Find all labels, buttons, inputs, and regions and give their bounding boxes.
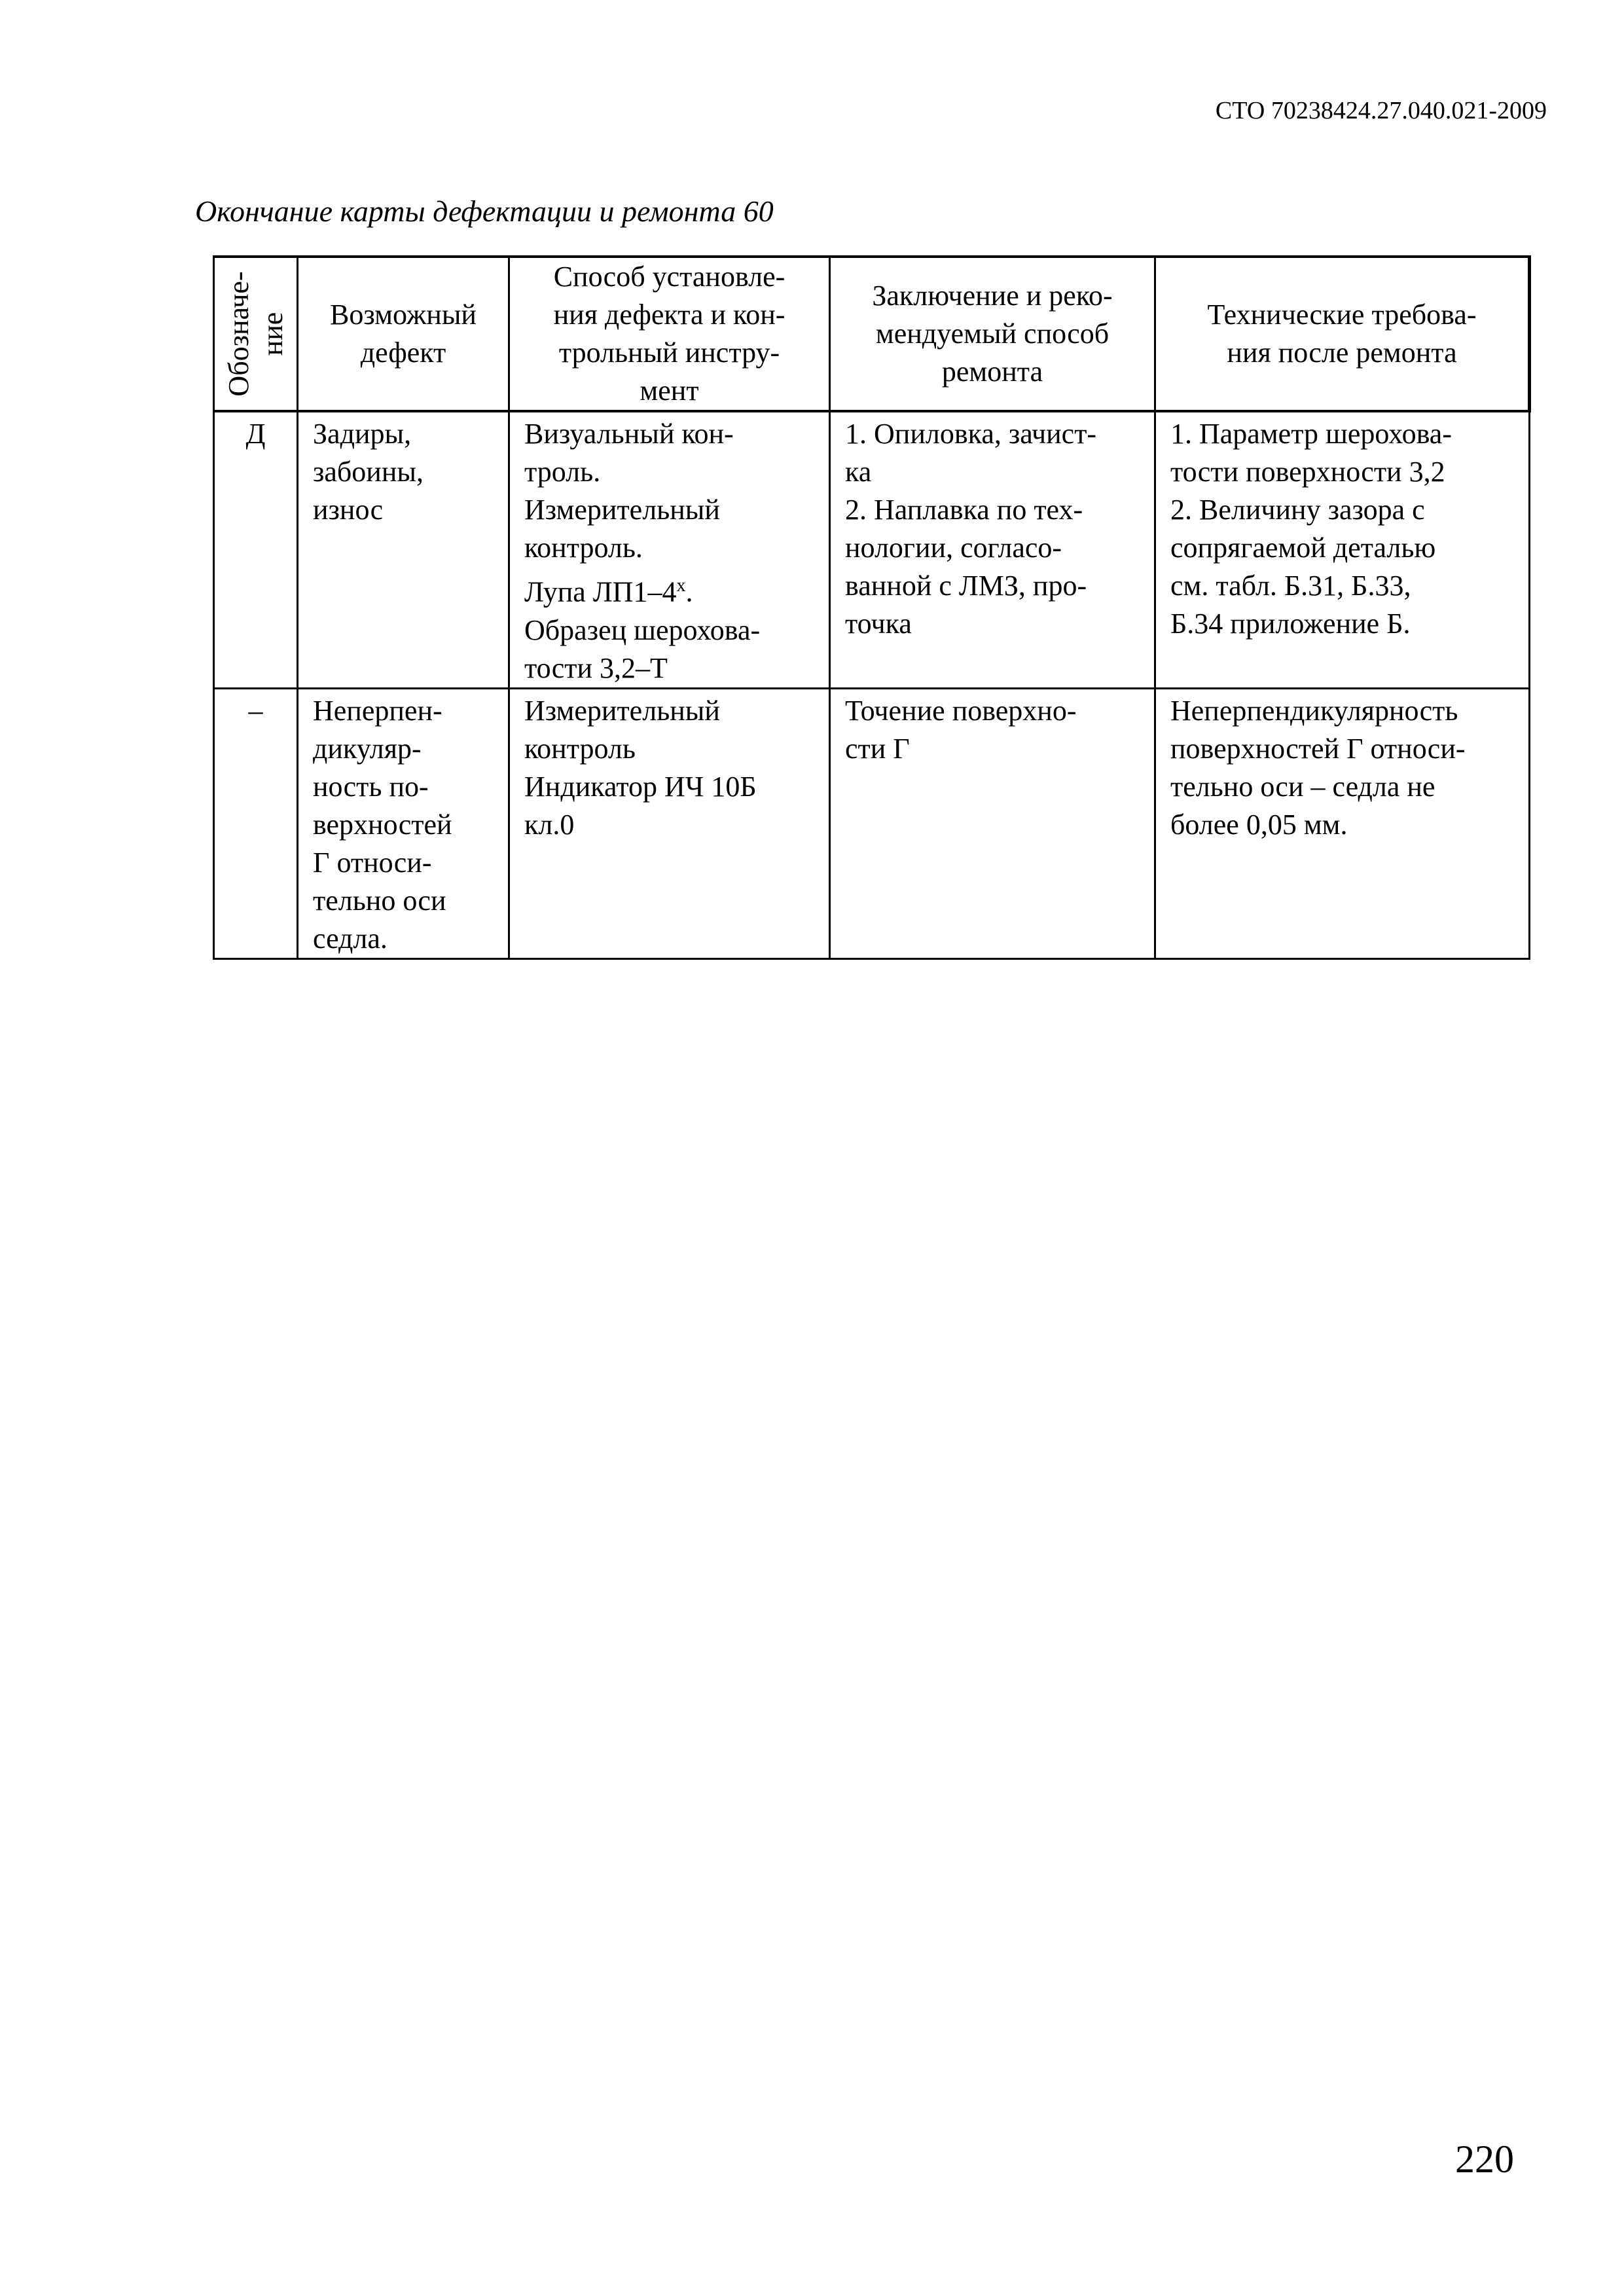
cell-line: ванной с ЛМЗ, про- [845,570,1087,602]
cell-line: Визуальный кон- [524,418,734,450]
cell-line: 2. Наплавка по тех- [845,494,1083,526]
cell-line: тости поверхности 3,2 [1170,456,1445,488]
cell-line [524,567,816,611]
cell-line: тости 3,2–Т [524,651,668,684]
cell-designation: Д [214,411,298,688]
cell-line: забоины, [313,456,424,488]
header-line: ния после ремонта [1227,337,1457,369]
cell-line: дикуляр- [313,732,422,765]
cell-line: верхностей [313,808,452,841]
cell-line: 1. Параметр шерохова- [1170,418,1452,450]
cell-line: поверхностей Г относи- [1170,732,1466,765]
cell-method [509,411,830,688]
cell-line: ка [845,456,872,488]
cell-line: Образец шерохова- [524,613,761,646]
header-line: Способ установле- [553,261,785,293]
cell-line: износ [313,494,384,526]
header-line: дефект [360,337,446,369]
page-number: 220 [1455,2138,1514,2181]
magnification-superscript: х [676,575,686,596]
cell-line: ность по- [313,770,429,803]
punctuation: . [685,575,693,608]
table-row [214,411,1530,688]
header-line: ние [256,312,289,356]
header-line: трольный инстру- [558,337,780,369]
header-line: мент [640,374,699,407]
cell-method [509,688,830,958]
header-method [509,257,830,411]
cell-repair [830,411,1155,688]
header-requirements [1155,257,1530,411]
cell-line: Б.34 приложение Б. [1170,608,1411,640]
cell-requirements [1155,411,1530,688]
header-line: Заключение и реко- [872,280,1113,312]
cell-line: тельно оси – седла не [1170,770,1435,803]
cell-line: Индикатор ИЧ 10Б [524,770,757,803]
cell-line: кл.0 [524,808,575,841]
header-line: Возможный [330,299,477,331]
cell-line: тельно оси [313,884,446,917]
cell-line: 1. Опиловка, зачист- [845,418,1097,450]
cell-line: Измерительный [524,694,720,727]
cell-line: нологии, согласо- [845,532,1062,564]
document-code: СТО 70238424.27.040.021-2009 [1215,97,1547,124]
cell-line: контроль. [524,532,643,564]
cell-line: см. табл. Б.31, Б.33, [1170,570,1411,602]
cell-defect [298,688,509,958]
header-line: ремонта [941,355,1043,388]
defect-repair-table [213,255,1531,960]
cell-line: Задиры, [313,418,412,450]
cell-line: Измерительный [524,494,720,526]
table-header-row [214,257,1530,411]
cell-line: сопрягаемой деталью [1170,532,1436,564]
cell-line: сти Г [845,732,910,765]
header-designation [214,257,298,411]
table-row [214,688,1530,958]
magnifier-model: Лупа ЛП1–4 [524,575,677,608]
header-line: Технические требова- [1207,299,1477,331]
cell-line: Неперпен- [313,694,442,727]
header-repair [830,257,1155,411]
header-line: Обозначе- [222,271,255,397]
header-line: ния дефекта и кон- [553,299,785,331]
header-defect [298,257,509,411]
cell-line: троль. [524,456,601,488]
cell-line: Г относи- [313,846,432,879]
cell-requirements [1155,688,1530,958]
table-caption: Окончание карты дефектации и ремонта 60 [195,194,774,228]
cell-line: контроль [524,732,636,765]
cell-line: 2. Величину зазора с [1170,494,1425,526]
cell-repair [830,688,1155,958]
cell-defect [298,411,509,688]
cell-line: Неперпендикулярность [1170,694,1458,727]
cell-line: Точение поверхно- [845,694,1077,727]
cell-line: точка [845,608,912,640]
header-line: мендуемый способ [875,318,1110,350]
cell-line: более 0,05 мм. [1170,808,1348,841]
cell-line: седла. [313,922,388,955]
cell-designation: – [214,688,298,958]
